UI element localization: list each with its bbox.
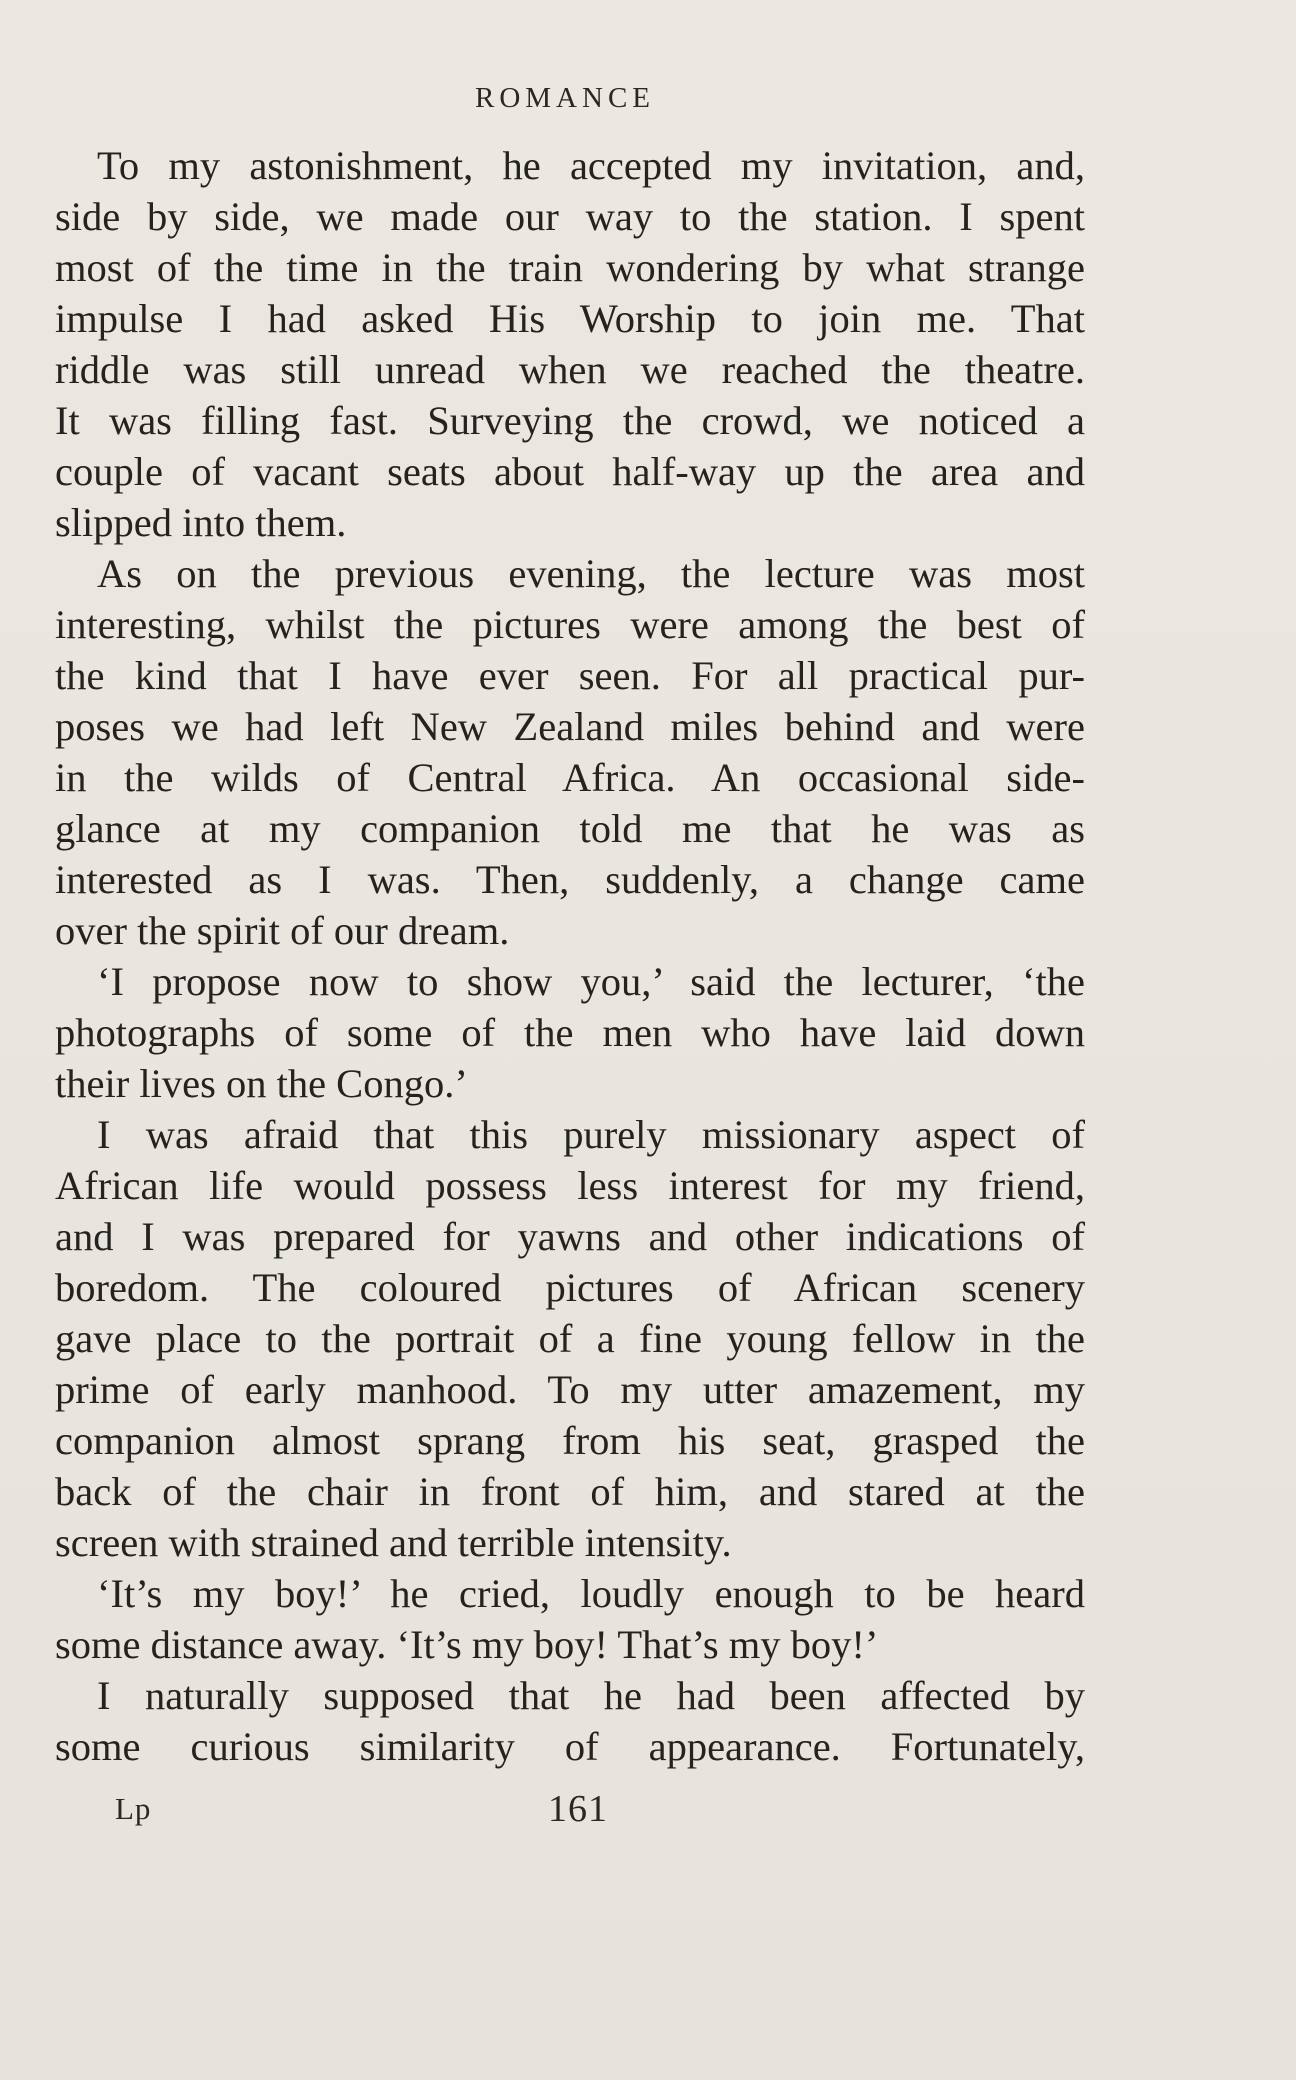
text-line: gave place to the portrait of a fine young fellow in the bbox=[55, 1316, 1085, 1361]
text-line: ‘I propose now to show you,’ said the lecturer, ‘the bbox=[97, 959, 1085, 1004]
text-line: ‘It’s my boy!’ he cried, loudly enough to be heard bbox=[97, 1571, 1085, 1616]
text-line: riddle was still unread when we reached the theatre. bbox=[55, 347, 1085, 392]
running-head: ROMANCE bbox=[474, 82, 655, 114]
text-line: the kind that I have ever seen. For all practical pur- bbox=[55, 653, 1085, 698]
text-line: photographs of some of the men who have laid down bbox=[55, 1010, 1085, 1055]
text-line: African life would possess less interest for my friend, bbox=[55, 1163, 1085, 1208]
signature-mark: Lp bbox=[115, 1791, 152, 1826]
text-line: side by side, we made our way to the station. I spent bbox=[55, 194, 1085, 239]
text-line: back of the chair in front of him, and stared at the bbox=[55, 1469, 1085, 1514]
text-line: As on the previous evening, the lecture was most bbox=[97, 551, 1085, 596]
page-number: 161 bbox=[548, 1788, 608, 1830]
text-line: glance at my companion told me that he was as bbox=[55, 806, 1085, 851]
body-text bbox=[55, 140, 1085, 1772]
text-line: prime of early manhood. To my utter amazement, my bbox=[55, 1367, 1085, 1412]
text-line: some curious similarity of appearance. Fortunately, bbox=[55, 1724, 1085, 1769]
text-line: companion almost sprang from his seat, grasped the bbox=[55, 1418, 1085, 1463]
text-line: couple of vacant seats about half-way up the area and bbox=[55, 449, 1085, 494]
text-line: in the wilds of Central Africa. An occasional side- bbox=[55, 755, 1085, 800]
text-line: To my astonishment, he accepted my invitation, and, bbox=[97, 143, 1085, 188]
text-line: boredom. The coloured pictures of African scenery bbox=[55, 1265, 1085, 1310]
text-line: poses we had left New Zealand miles behind and were bbox=[55, 704, 1085, 749]
page-footer bbox=[0, 1787, 1296, 1837]
text-line: It was filling fast. Surveying the crowd, we noticed a bbox=[55, 398, 1085, 443]
text-line: slipped into them. bbox=[55, 500, 347, 545]
text-line: screen with strained and terrible intensity. bbox=[55, 1520, 732, 1565]
text-line: over the spirit of our dream. bbox=[55, 908, 510, 953]
text-line: I was afraid that this purely missionary aspect of bbox=[97, 1112, 1085, 1157]
text-line: some distance away. ‘It’s my boy! That’s my boy!’ bbox=[55, 1622, 879, 1667]
text-line: and I was prepared for yawns and other indications of bbox=[55, 1214, 1085, 1259]
text-line: interesting, whilst the pictures were among the best of bbox=[55, 602, 1085, 647]
text-line: impulse I had asked His Worship to join me. That bbox=[55, 296, 1085, 341]
text-line: I naturally supposed that he had been affected by bbox=[97, 1673, 1085, 1718]
text-line: their lives on the Congo.’ bbox=[55, 1061, 468, 1106]
text-line: most of the time in the train wondering by what strange bbox=[55, 245, 1085, 290]
text-line: interested as I was. Then, suddenly, a change came bbox=[55, 857, 1085, 902]
